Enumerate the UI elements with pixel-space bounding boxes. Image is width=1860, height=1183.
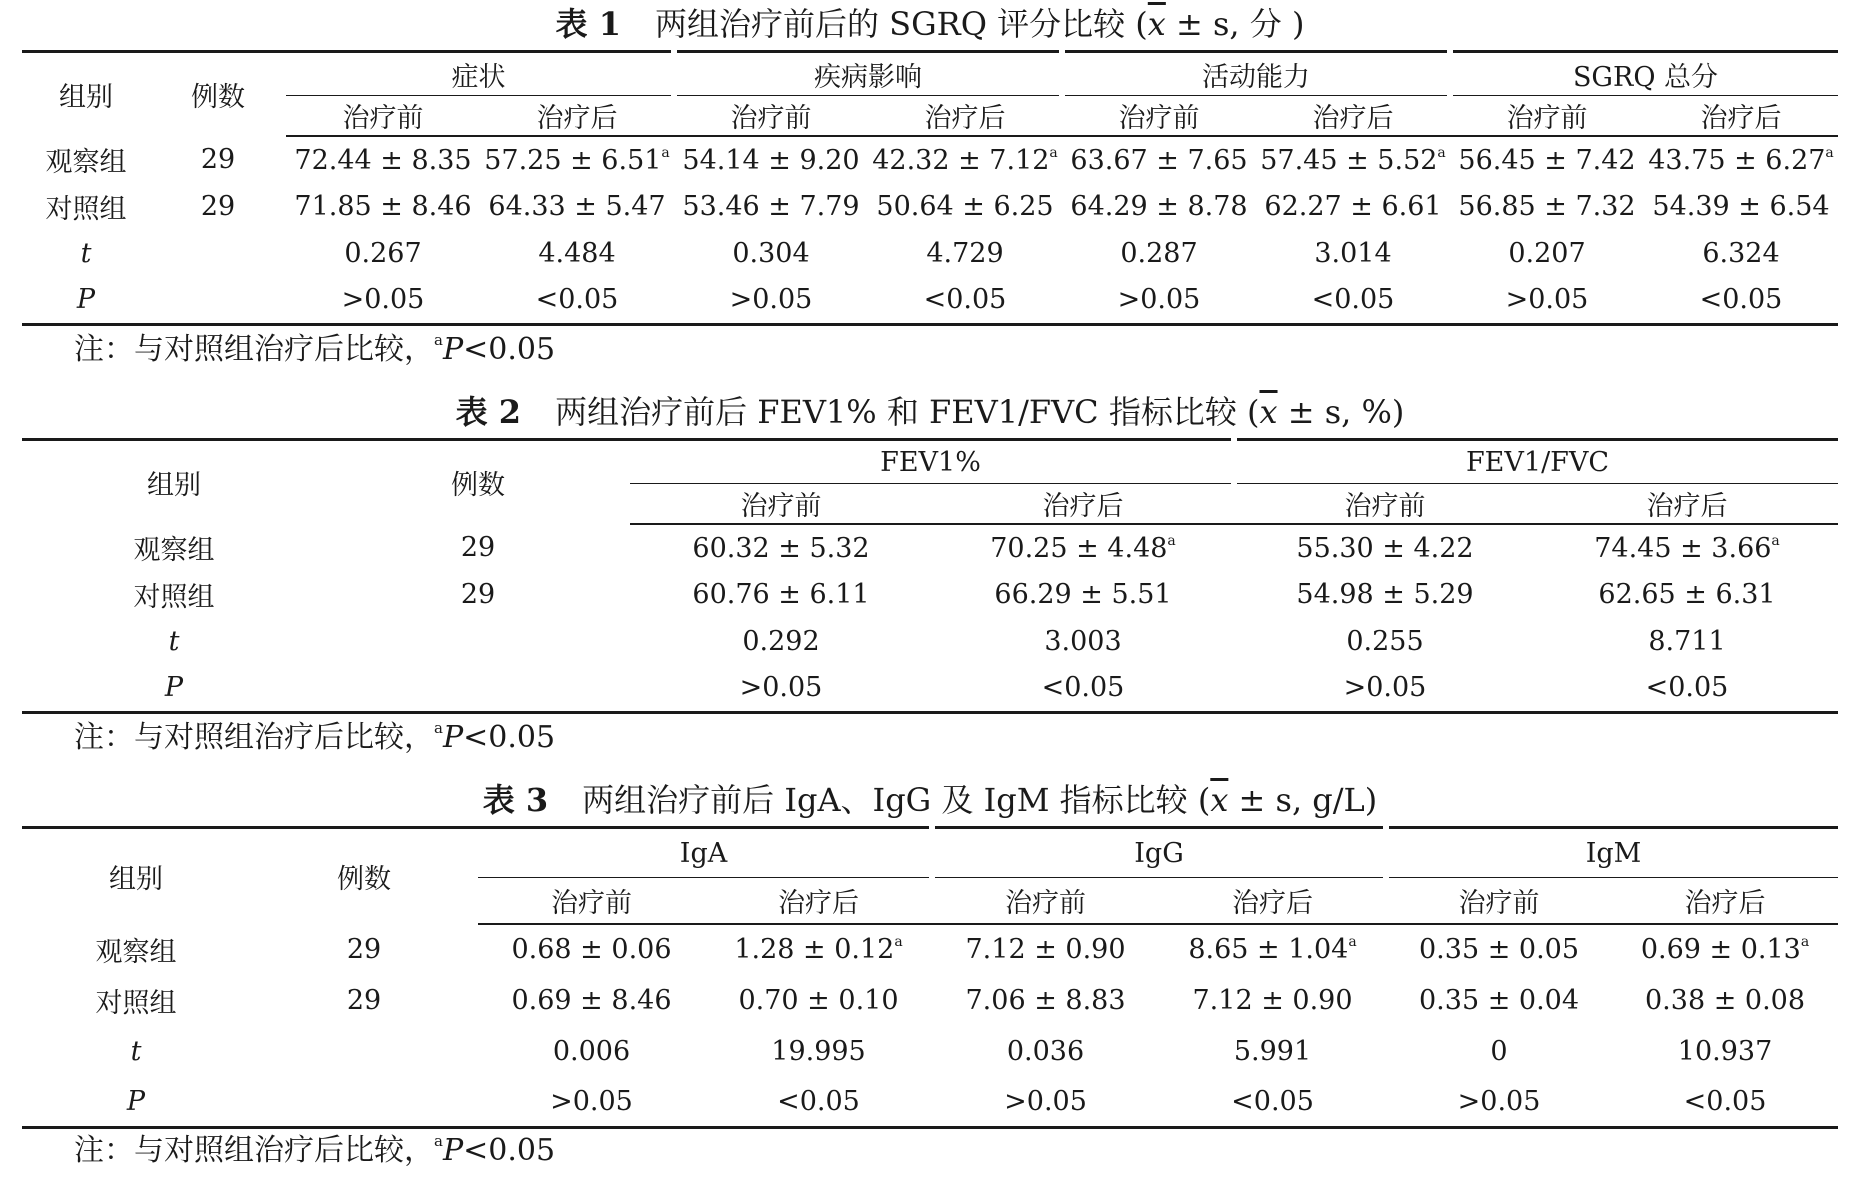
table1-dim-header: 活动能力: [1062, 52, 1450, 96]
cell-value: 0.38 ± 0.08: [1645, 984, 1806, 1016]
row-label: P: [22, 1077, 250, 1128]
cell-value: 42.32 ± 7.12: [872, 144, 1050, 176]
table-cell: [1159, 924, 1386, 975]
significance-mark: a: [661, 144, 670, 161]
table-cell: [478, 1077, 705, 1128]
cell-value: <0.05: [1699, 284, 1783, 316]
table2-note-p: P: [442, 719, 464, 755]
table1-note-sup: a: [434, 330, 443, 349]
table-cell: [868, 230, 1062, 277]
table-cell: [1062, 136, 1256, 183]
table1: [22, 50, 1838, 326]
table1-number: 表 1: [555, 5, 621, 43]
table3-group-header: 组别: [22, 828, 250, 924]
cell-value: 0.35 ± 0.05: [1419, 934, 1580, 965]
table3-title-suffix: ± s, g/L): [1228, 781, 1378, 819]
table2-note-suffix: <0.05: [463, 719, 556, 755]
cell-value: 0.255: [1346, 626, 1424, 657]
table-cell: [705, 975, 932, 1026]
table-row: [22, 183, 1838, 230]
table-row: [22, 277, 1838, 324]
cell-value: 63.67 ± 7.65: [1070, 144, 1248, 176]
cell-value: <0.05: [923, 284, 1007, 316]
cell-value: 54.98 ± 5.29: [1296, 579, 1474, 610]
table1-sub-header: 治疗前: [674, 96, 868, 137]
row-count: [250, 1077, 478, 1128]
cell-value: 70.25 ± 4.48: [990, 532, 1168, 564]
cell-value: >0.05: [1457, 1085, 1541, 1117]
cell-value: 3.003: [1044, 626, 1122, 657]
table3-dim-header: IgA: [478, 828, 932, 878]
table1-note: [22, 330, 1838, 370]
cell-value: 0.207: [1508, 238, 1586, 269]
table2-note-sup: a: [434, 718, 443, 737]
table-cell: [1386, 924, 1612, 975]
table-cell: [932, 1026, 1159, 1077]
table-cell: [1536, 571, 1838, 618]
row-label: 观察组: [45, 147, 127, 178]
table3-note-p: P: [442, 1133, 464, 1168]
cell-value: 60.76 ± 6.11: [692, 579, 870, 610]
table2-note: [22, 718, 1838, 758]
significance-mark: a: [894, 934, 903, 950]
table-cell: [1386, 1026, 1612, 1077]
cell-value: >0.05: [1505, 284, 1589, 316]
table-cell: [932, 571, 1234, 618]
significance-mark: a: [1348, 934, 1357, 950]
table2-title-suffix: ± s, %): [1277, 393, 1405, 431]
table-cell: [1612, 924, 1838, 975]
row-count: [326, 618, 630, 665]
significance-mark: a: [1825, 144, 1834, 161]
row-label: 对照组: [95, 987, 177, 1019]
table-cell: [630, 618, 932, 665]
table-cell: [1256, 183, 1450, 230]
cell-value: 0.70 ± 0.10: [738, 984, 899, 1016]
table3-caption: [22, 778, 1838, 822]
table1-dim-header: 症状: [286, 52, 674, 96]
table-cell: [1612, 975, 1838, 1026]
row-label: 对照组: [45, 194, 127, 225]
table3-note: [22, 1131, 1838, 1171]
table-cell: [705, 1026, 932, 1077]
row-label: P: [22, 665, 326, 712]
cell-value: <0.05: [1041, 672, 1125, 704]
table2-sub-header: 治疗后: [1536, 484, 1838, 525]
table-cell: [480, 136, 674, 183]
table1-xbar: $\overline{x}$: [1147, 5, 1166, 43]
table-cell: [478, 924, 705, 975]
row-label: 观察组: [133, 535, 215, 566]
cell-value: 4.729: [926, 238, 1004, 269]
cell-value: <0.05: [1311, 284, 1395, 316]
table-cell: [1062, 230, 1256, 277]
cell-value: 0.036: [1006, 1035, 1085, 1067]
row-count: 29: [346, 984, 382, 1016]
table-cell: [932, 524, 1234, 571]
table3-sub-header: 治疗前: [478, 878, 705, 924]
table2-sub-header: 治疗前: [1234, 484, 1536, 525]
cell-value: 64.29 ± 8.78: [1070, 191, 1248, 222]
table1-sub-header: 治疗后: [1644, 96, 1838, 137]
table-cell: [1450, 136, 1644, 183]
table-cell: [705, 924, 932, 975]
cell-value: >0.05: [341, 284, 425, 316]
table-cell: [630, 571, 932, 618]
table-cell: [1450, 183, 1644, 230]
table-cell: [1234, 665, 1536, 712]
cell-value: 8.65 ± 1.04: [1188, 934, 1349, 965]
table2-group-header: 组别: [22, 440, 326, 525]
cell-value: 0.69 ± 0.13: [1640, 934, 1801, 965]
table1-sub-header: 治疗前: [1450, 96, 1644, 137]
row-count: 29: [460, 532, 496, 563]
row-label: 对照组: [133, 582, 215, 613]
table-cell: [868, 136, 1062, 183]
cell-value: 0.292: [742, 626, 820, 657]
table3-block: [22, 778, 1838, 1171]
table1-block: [22, 2, 1838, 370]
table-row: [22, 230, 1838, 277]
table3-note-sup: a: [434, 1132, 443, 1150]
table-cell: [1612, 1077, 1838, 1128]
cell-value: 50.64 ± 6.25: [876, 191, 1054, 222]
table-cell: [1062, 277, 1256, 324]
row-label: t: [80, 238, 92, 269]
table-cell: [1159, 975, 1386, 1026]
table2-dim-header: FEV1%: [630, 440, 1234, 484]
table2-dim-header: FEV1/FVC: [1234, 440, 1838, 484]
cell-value: 7.12 ± 0.90: [965, 934, 1126, 965]
table-cell: [1644, 183, 1838, 230]
cell-value: <0.05: [1645, 672, 1729, 704]
table3-sub-header: 治疗前: [1386, 878, 1612, 924]
row-count: 29: [200, 144, 236, 175]
cell-value: 6.324: [1702, 238, 1780, 269]
cell-value: 0.006: [552, 1035, 631, 1067]
table-cell: [1536, 665, 1838, 712]
significance-mark: a: [1049, 144, 1058, 161]
cell-value: >0.05: [550, 1085, 633, 1117]
significance-mark: a: [1437, 144, 1446, 161]
table2-number: 表 2: [455, 393, 522, 431]
table1-note-p: P: [442, 331, 464, 367]
table1-group-header: 组别: [22, 52, 150, 137]
cell-value: 60.32 ± 5.32: [692, 532, 870, 564]
cell-value: 71.85 ± 8.46: [294, 191, 472, 222]
table-cell: [1234, 571, 1536, 618]
table3-dim-header: IgM: [1386, 828, 1838, 878]
table-cell: [868, 277, 1062, 324]
table-cell: [1386, 975, 1612, 1026]
row-count: [326, 665, 630, 712]
table3-xbar: $\overline{x}$: [1210, 781, 1229, 819]
cell-value: 54.39 ± 6.54: [1652, 191, 1830, 222]
table2-title: 两组治疗前后 FEV1% 和 FEV1/FVC 指标比较 (: [555, 393, 1260, 431]
cell-value: >0.05: [739, 672, 823, 704]
cell-value: 72.44 ± 8.35: [294, 144, 472, 176]
table1-caption: [22, 2, 1838, 46]
table-cell: [1234, 524, 1536, 571]
significance-mark: a: [1800, 934, 1810, 950]
cell-value: 64.33 ± 5.47: [488, 191, 666, 222]
table-cell: [480, 277, 674, 324]
row-count: 29: [200, 191, 236, 222]
table3-note-text: 注：与对照组治疗后比较，: [74, 1133, 434, 1168]
significance-mark: a: [1167, 532, 1176, 549]
table1-sub-header: 治疗后: [1256, 96, 1450, 137]
table-cell: [1450, 230, 1644, 277]
table-cell: [932, 924, 1159, 975]
cell-value: <0.05: [777, 1085, 860, 1117]
table-cell: [630, 665, 932, 712]
table3-sub-header: 治疗前: [932, 878, 1159, 924]
cell-value: 3.014: [1314, 238, 1392, 269]
table-cell: [674, 136, 868, 183]
table3-n-header: 例数: [250, 828, 478, 924]
table1-n-header: 例数: [150, 52, 286, 137]
table1-sub-header: 治疗前: [286, 96, 480, 137]
table-cell: [932, 975, 1159, 1026]
row-count: 29: [460, 579, 496, 610]
row-count: [150, 230, 286, 277]
table1-note-suffix: <0.05: [463, 331, 556, 367]
table-cell: [1234, 618, 1536, 665]
significance-mark: a: [1771, 532, 1780, 549]
table-cell: [674, 183, 868, 230]
cell-value: 0.267: [344, 238, 422, 269]
table-cell: [868, 183, 1062, 230]
table-cell: [1536, 618, 1838, 665]
table2: [22, 438, 1838, 714]
cell-value: 19.995: [771, 1035, 866, 1067]
cell-value: 5.991: [1233, 1035, 1312, 1067]
cell-value: 57.45 ± 5.52: [1260, 144, 1438, 176]
table-cell: [480, 183, 674, 230]
table-row: [22, 571, 1838, 618]
table-cell: [286, 277, 480, 324]
table-cell: [932, 665, 1234, 712]
table3-sub-header: 治疗后: [1159, 878, 1386, 924]
table1-title: 两组治疗前后的 SGRQ 评分比较 (: [654, 5, 1148, 43]
row-count: 29: [346, 933, 382, 965]
cell-value: 1.28 ± 0.12: [734, 934, 895, 965]
table-cell: [1536, 524, 1838, 571]
table-row: [22, 975, 1838, 1026]
cell-value: 57.25 ± 6.51: [484, 144, 662, 176]
cell-value: 62.27 ± 6.61: [1264, 191, 1442, 222]
cell-value: >0.05: [1117, 284, 1201, 316]
table-row: [22, 924, 1838, 975]
cell-value: 56.45 ± 7.42: [1458, 144, 1636, 176]
row-count: [150, 277, 286, 324]
cell-value: <0.05: [1683, 1085, 1767, 1117]
row-label: t: [168, 626, 180, 657]
table3-title: 两组治疗前后 IgA、IgG 及 IgM 指标比较 (: [582, 781, 1211, 819]
cell-value: 53.46 ± 7.79: [682, 191, 860, 222]
table-row: [22, 524, 1838, 571]
table2-sub-header: 治疗后: [932, 484, 1234, 525]
table-cell: [1644, 277, 1838, 324]
table1-dim-header: 疾病影响: [674, 52, 1062, 96]
table3: [22, 826, 1838, 1129]
table2-note-text: 注：与对照组治疗后比较，: [74, 719, 434, 755]
table-cell: [1159, 1077, 1386, 1128]
cell-value: 66.29 ± 5.51: [994, 579, 1172, 610]
cell-value: 4.484: [538, 238, 616, 269]
table1-sub-header: 治疗后: [480, 96, 674, 137]
table3-note-suffix: <0.05: [463, 1133, 556, 1168]
cell-value: 8.711: [1648, 626, 1726, 657]
table3-dim-header: IgG: [932, 828, 1386, 878]
cell-value: >0.05: [729, 284, 813, 316]
row-count: [250, 1026, 478, 1077]
table1-dim-header: SGRQ 总分: [1450, 52, 1838, 96]
table-cell: [1644, 136, 1838, 183]
table3-number: 表 3: [482, 781, 549, 819]
row-label: P: [22, 277, 150, 324]
table-cell: [478, 1026, 705, 1077]
cell-value: >0.05: [1343, 672, 1427, 704]
table2-n-header: 例数: [326, 440, 630, 525]
table-cell: [1612, 1026, 1838, 1077]
table-cell: [1256, 277, 1450, 324]
table-cell: [1450, 277, 1644, 324]
table1-title-suffix: ± s, 分 ): [1165, 5, 1305, 43]
cell-value: 7.06 ± 8.83: [965, 984, 1126, 1016]
table-cell: [674, 230, 868, 277]
table-row: [22, 665, 1838, 712]
cell-value: >0.05: [1004, 1085, 1087, 1117]
table-cell: [286, 136, 480, 183]
table-row: [22, 1026, 1838, 1077]
table2-xbar: $\overline{x}$: [1259, 393, 1278, 431]
table3-sub-header: 治疗后: [705, 878, 932, 924]
table2-caption: [22, 390, 1838, 434]
table-row: [22, 1077, 1838, 1128]
table3-sub-header: 治疗后: [1612, 878, 1838, 924]
cell-value: 0.69 ± 8.46: [511, 984, 672, 1016]
cell-value: 62.65 ± 6.31: [1598, 579, 1776, 610]
cell-value: 10.937: [1677, 1035, 1773, 1067]
table-row: [22, 618, 1838, 665]
table-cell: [286, 230, 480, 277]
table-row: [22, 136, 1838, 183]
table-cell: [630, 524, 932, 571]
cell-value: 0.35 ± 0.04: [1419, 984, 1580, 1016]
cell-value: 43.75 ± 6.27: [1648, 144, 1826, 176]
cell-value: 74.45 ± 3.66: [1594, 532, 1772, 564]
cell-value: 55.30 ± 4.22: [1296, 532, 1474, 564]
row-label: 观察组: [95, 936, 177, 968]
table-cell: [1256, 230, 1450, 277]
cell-value: 0.68 ± 0.06: [511, 934, 672, 965]
table-cell: [1386, 1077, 1612, 1128]
cell-value: 54.14 ± 9.20: [682, 144, 860, 176]
table1-sub-header: 治疗前: [1062, 96, 1256, 137]
table-cell: [478, 975, 705, 1026]
row-label: t: [130, 1035, 142, 1067]
table-cell: [1644, 230, 1838, 277]
cell-value: <0.05: [535, 284, 619, 316]
table2-block: [22, 390, 1838, 758]
table-cell: [286, 183, 480, 230]
table-cell: [674, 277, 868, 324]
cell-value: <0.05: [1231, 1085, 1314, 1117]
table1-sub-header: 治疗后: [868, 96, 1062, 137]
table-cell: [1256, 136, 1450, 183]
table-cell: [480, 230, 674, 277]
cell-value: 56.85 ± 7.32: [1458, 191, 1636, 222]
cell-value: 0.287: [1120, 238, 1198, 269]
cell-value: 0.304: [732, 238, 810, 269]
table-cell: [1159, 1026, 1386, 1077]
table2-sub-header: 治疗前: [630, 484, 932, 525]
table1-note-text: 注：与对照组治疗后比较，: [74, 331, 434, 367]
table-cell: [705, 1077, 932, 1128]
table-cell: [932, 1077, 1159, 1128]
cell-value: 0: [1490, 1035, 1508, 1067]
table-cell: [1062, 183, 1256, 230]
table-cell: [932, 618, 1234, 665]
cell-value: 7.12 ± 0.90: [1192, 984, 1353, 1016]
